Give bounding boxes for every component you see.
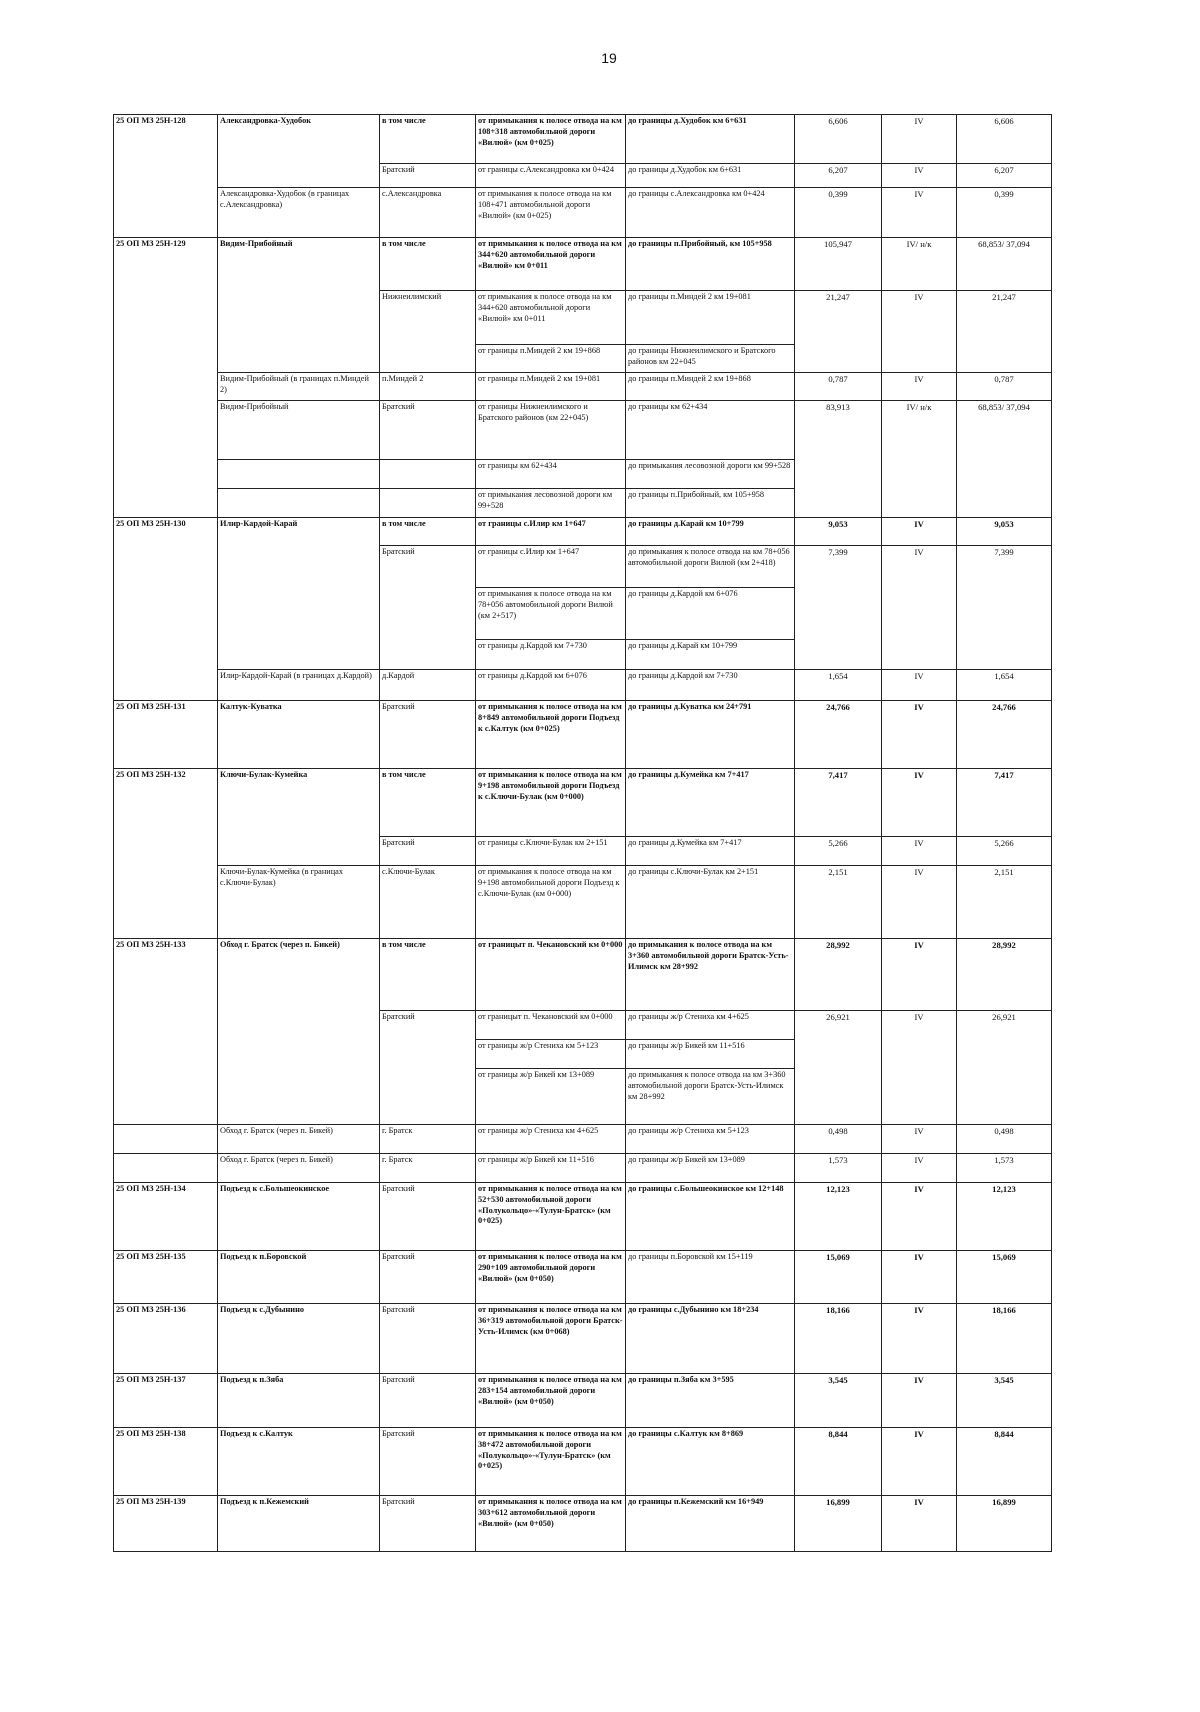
district: Братский	[380, 701, 476, 769]
segment-end: до границы с.Большеокинское км 12+148	[626, 1183, 795, 1251]
length-surface: 1,573	[957, 1154, 1052, 1183]
road-registry-table	[113, 114, 1052, 1552]
segment-start: от примыкания к полосе отвода на км 344+620 автомобильной дороги «Вилюй» км 0+011	[476, 238, 626, 291]
table-row	[114, 939, 1052, 1011]
length-km: 1,654	[795, 670, 882, 701]
length-km: 0,787	[795, 373, 882, 401]
segment-end: до границы д.Кумейка км 7+417	[626, 837, 795, 866]
road-name: Видим-Прибойный (в границах п.Миндей 2)	[218, 373, 380, 401]
district: п.Миндей 2	[380, 373, 476, 401]
segment-end: до границы с.Дубынино км 18+234	[626, 1304, 795, 1374]
road-category: IV	[882, 1154, 957, 1183]
segment-end: до границы п.Зяба км 3+595	[626, 1374, 795, 1428]
road-name: Видим-Прибойный	[218, 238, 380, 373]
length-surface: 2,151	[957, 866, 1052, 939]
district: Братский	[380, 1496, 476, 1552]
road-category: IV	[882, 1374, 957, 1428]
segment-start: от границы д.Кардой км 7+730	[476, 640, 626, 670]
road-name: Подъезд к п.Кежемский	[218, 1496, 380, 1552]
length-surface: 18,166	[957, 1304, 1052, 1374]
length-surface: 0,399	[957, 188, 1052, 238]
length-km: 2,151	[795, 866, 882, 939]
segment-start: от примыкания к полосе отвода на км 290+109 автомобильной дороги «Вилюй» (км 0+050)	[476, 1251, 626, 1304]
segment-start: от примыкания к полосе отвода на км 38+472 автомобильной дороги «Полукольцо»-«Тулун-Братск» (км 0+025)	[476, 1428, 626, 1496]
road-category: IV	[882, 1304, 957, 1374]
road-name: Ключи-Булак-Кумейка	[218, 769, 380, 866]
code-empty	[114, 1154, 218, 1183]
district: Нижнеилимский	[380, 291, 476, 373]
length-surface: 6,606	[957, 115, 1052, 164]
district: Братский	[380, 1011, 476, 1125]
segment-start: от примыкания к полосе отвода на км 108+318 автомобильной дороги «Вилюй» (км 0+025)	[476, 115, 626, 164]
segment-end: до границы Нижнеилимского и Братского районов км 22+045	[626, 345, 795, 373]
road-category: IV	[882, 1125, 957, 1154]
segment-end: до границы д.Куватка км 24+791	[626, 701, 795, 769]
road-code: 25 ОП МЗ 25Н-130	[114, 518, 218, 701]
road-name: Александровка-Худобок	[218, 115, 380, 188]
table-row	[114, 1304, 1052, 1374]
road-name: Обход г. Братск (через п. Бикей)	[218, 939, 380, 1125]
district: Братский	[380, 837, 476, 866]
district: Братский	[380, 1304, 476, 1374]
table-row	[114, 769, 1052, 837]
road-code: 25 ОП МЗ 25Н-133	[114, 939, 218, 1125]
district: в том числе	[380, 518, 476, 546]
length-km: 105,947	[795, 238, 882, 291]
length-surface: 9,053	[957, 518, 1052, 546]
district: Братский	[380, 546, 476, 670]
segment-end: до границы ж/р Бикей км 13+089	[626, 1154, 795, 1183]
segment-end: до границы п.Миндей 2 км 19+081	[626, 291, 795, 345]
length-surface: 8,844	[957, 1428, 1052, 1496]
district: г. Братск	[380, 1154, 476, 1183]
table-row	[114, 1251, 1052, 1304]
district-empty	[380, 460, 476, 489]
road-category: IV	[882, 670, 957, 701]
table-row	[114, 1374, 1052, 1428]
segment-start: от примыкания к полосе отвода на км 36+319 автомобильной дороги Братск-Усть-Илимск (км 0+068)	[476, 1304, 626, 1374]
segment-end: до границы д.Худобок км 6+631	[626, 115, 795, 164]
length-km: 7,417	[795, 769, 882, 837]
district: в том числе	[380, 769, 476, 837]
road-code: 25 ОП МЗ 25Н-129	[114, 238, 218, 518]
table-row	[114, 188, 1052, 238]
road-name: Обход г. Братск (через п. Бикей)	[218, 1154, 380, 1183]
road-category: IV	[882, 1496, 957, 1552]
road-category: IV	[882, 1428, 957, 1496]
road-category: IV	[882, 373, 957, 401]
segment-start: от границы д.Кардой км 6+076	[476, 670, 626, 701]
code-empty	[114, 1125, 218, 1154]
road-code: 25 ОП МЗ 25Н-128	[114, 115, 218, 238]
length-km: 18,166	[795, 1304, 882, 1374]
district: с.Александровка	[380, 188, 476, 238]
segment-end: до границы д.Кардой км 6+076	[626, 588, 795, 640]
table-row	[114, 1125, 1052, 1154]
length-surface: 5,266	[957, 837, 1052, 866]
district: д.Кардой	[380, 670, 476, 701]
segment-end: до границы д.Худобок км 6+631	[626, 164, 795, 188]
length-km: 15,069	[795, 1251, 882, 1304]
road-code: 25 ОП МЗ 25Н-134	[114, 1183, 218, 1251]
road-category: IV	[882, 546, 957, 670]
length-km: 9,053	[795, 518, 882, 546]
district: г. Братск	[380, 1125, 476, 1154]
road-code: 25 ОП МЗ 25Н-137	[114, 1374, 218, 1428]
table-row	[114, 115, 1052, 164]
table-row	[114, 701, 1052, 769]
segment-start: от границыт п. Чекановский км 0+000	[476, 1011, 626, 1040]
road-name: Подъезд к п.Боровской	[218, 1251, 380, 1304]
segment-end: до границы с.Александровка км 0+424	[626, 188, 795, 238]
length-km: 28,992	[795, 939, 882, 1011]
road-category: IV/ н/к	[882, 401, 957, 518]
road-name: Подъезд к с.Большеокинское	[218, 1183, 380, 1251]
road-category: IV	[882, 701, 957, 769]
length-surface: 6,207	[957, 164, 1052, 188]
segment-end: до границы с.Калтук км 8+869	[626, 1428, 795, 1496]
segment-end: до границы ж/р Стениха км 4+625	[626, 1011, 795, 1040]
road-code: 25 ОП МЗ 25Н-138	[114, 1428, 218, 1496]
road-category: IV	[882, 1011, 957, 1125]
segment-start: от примыкания к полосе отвода на км 303+612 автомобильной дороги «Вилюй» (км 0+050)	[476, 1496, 626, 1552]
segment-end: до границы п.Прибойный, км 105+958	[626, 489, 795, 518]
district: Братский	[380, 1251, 476, 1304]
road-name: Подъезд к с.Дубынино	[218, 1304, 380, 1374]
road-name: Александровка-Худобок (в границах с.Александровка)	[218, 188, 380, 238]
length-surface: 3,545	[957, 1374, 1052, 1428]
length-km: 0,399	[795, 188, 882, 238]
length-km: 3,545	[795, 1374, 882, 1428]
segment-start: от примыкания к полосе отвода на км 9+198 автомобильной дороги Подъезд к с.Ключи-Булак (км 0+000)	[476, 769, 626, 837]
road-name: Ключи-Булак-Кумейка (в границах с.Ключи-Булак)	[218, 866, 380, 939]
district: в том числе	[380, 939, 476, 1011]
district: Братский	[380, 1374, 476, 1428]
segment-end: до границы п.Миндей 2 км 19+868	[626, 373, 795, 401]
road-name: Видим-Прибойный	[218, 401, 380, 460]
length-km: 26,921	[795, 1011, 882, 1125]
segment-start: от примыкания к полосе отвода на км 9+198 автомобильной дороги Подъезд к с.Ключи-Булак (км 0+000)	[476, 866, 626, 939]
road-name: Подъезд к п.Зяба	[218, 1374, 380, 1428]
segment-start: от границы км 62+434	[476, 460, 626, 489]
segment-end: до примыкания к полосе отвода на км 3+360 автомобильной дороги Братск-Усть-Илимск км 28+992	[626, 939, 795, 1011]
segment-end: до границы ж/р Стениха км 5+123	[626, 1125, 795, 1154]
length-surface: 15,069	[957, 1251, 1052, 1304]
length-surface: 1,654	[957, 670, 1052, 701]
length-surface: 0,498	[957, 1125, 1052, 1154]
segment-start: от границы Нижнеилимского и Братского районов (км 22+045)	[476, 401, 626, 460]
district: Братский	[380, 1183, 476, 1251]
segment-end: до границы п.Прибойный, км 105+958	[626, 238, 795, 291]
length-surface: 21,247	[957, 291, 1052, 373]
length-surface: 68,853/ 37,094	[957, 238, 1052, 291]
segment-start: от границы с.Илир км 1+647	[476, 518, 626, 546]
road-category: IV	[882, 837, 957, 866]
segment-start: от границы с.Илир км 1+647	[476, 546, 626, 588]
road-name: Илир-Кардой-Карай (в границах д.Кардой)	[218, 670, 380, 701]
table-row	[114, 1183, 1052, 1251]
road-category: IV	[882, 1251, 957, 1304]
road-category: IV	[882, 1183, 957, 1251]
road-code: 25 ОП МЗ 25Н-136	[114, 1304, 218, 1374]
segment-end: до границы п.Кежемский км 16+949	[626, 1496, 795, 1552]
road-name: Илир-Кардой-Карай	[218, 518, 380, 670]
table-row	[114, 518, 1052, 546]
length-surface: 16,899	[957, 1496, 1052, 1552]
table-row	[114, 866, 1052, 939]
segment-end: до границы д.Кумейка км 7+417	[626, 769, 795, 837]
segment-end: до примыкания лесовозной дороги км 99+528	[626, 460, 795, 489]
segment-start: от границы с.Александровка км 0+424	[476, 164, 626, 188]
length-km: 6,606	[795, 115, 882, 164]
length-surface: 24,766	[957, 701, 1052, 769]
table-row	[114, 1428, 1052, 1496]
length-km: 7,399	[795, 546, 882, 670]
road-name: Подъезд к с.Калтук	[218, 1428, 380, 1496]
segment-start: от примыкания к полосе отвода на км 8+849 автомобильной дороги Подъезд к с.Калтук (км 0+025)	[476, 701, 626, 769]
table-row	[114, 1496, 1052, 1552]
segment-start: от границыт п. Чекановский км 0+000	[476, 939, 626, 1011]
length-km: 24,766	[795, 701, 882, 769]
district: Братский	[380, 164, 476, 188]
road-category: IV	[882, 939, 957, 1011]
table-row	[114, 670, 1052, 701]
length-km: 6,207	[795, 164, 882, 188]
length-surface: 7,417	[957, 769, 1052, 837]
segment-end: до примыкания к полосе отвода на км 78+056 автомобильной дороги Вилюй (км 2+418)	[626, 546, 795, 588]
road-code: 25 ОП МЗ 25Н-132	[114, 769, 218, 939]
road-category: IV	[882, 291, 957, 373]
table-row	[114, 401, 1052, 460]
road-category: IV	[882, 115, 957, 164]
road-category: IV	[882, 518, 957, 546]
district: в том числе	[380, 115, 476, 164]
segment-start: от границы ж/р Стениха км 4+625	[476, 1125, 626, 1154]
district: с.Ключи-Булак	[380, 866, 476, 939]
segment-end: до границы д.Кардой км 7+730	[626, 670, 795, 701]
road-name-empty	[218, 460, 380, 489]
length-surface: 68,853/ 37,094	[957, 401, 1052, 518]
district: в том числе	[380, 238, 476, 291]
segment-start: от примыкания к полосе отвода на км 108+471 автомобильной дороги «Вилюй» (км 0+025)	[476, 188, 626, 238]
road-category: IV	[882, 164, 957, 188]
length-surface: 0,787	[957, 373, 1052, 401]
segment-start: от примыкания к полосе отвода на км 52+530 автомобильной дороги «Полукольцо»-«Тулун-Братск» (км 0+025)	[476, 1183, 626, 1251]
length-km: 21,247	[795, 291, 882, 373]
segment-end: до границы д.Карай км 10+799	[626, 518, 795, 546]
segment-start: от границы п.Миндей 2 км 19+081	[476, 373, 626, 401]
length-km: 0,498	[795, 1125, 882, 1154]
segment-start: от примыкания к полосе отвода на км 283+154 автомобильной дороги «Вилюй» (км 0+050)	[476, 1374, 626, 1428]
road-name: Калтук-Куватка	[218, 701, 380, 769]
segment-end: до границы д.Карай км 10+799	[626, 640, 795, 670]
segment-start: от границы ж/р Бикей км 13+089	[476, 1069, 626, 1125]
length-km: 16,899	[795, 1496, 882, 1552]
segment-end: до границы км 62+434	[626, 401, 795, 460]
segment-start: от границы с.Ключи-Булак км 2+151	[476, 837, 626, 866]
length-surface: 28,992	[957, 939, 1052, 1011]
length-km: 5,266	[795, 837, 882, 866]
table-row	[114, 1154, 1052, 1183]
length-km: 83,913	[795, 401, 882, 518]
segment-start: от границы п.Миндей 2 км 19+868	[476, 345, 626, 373]
road-category: IV	[882, 866, 957, 939]
length-surface: 12,123	[957, 1183, 1052, 1251]
road-code: 25 ОП МЗ 25Н-135	[114, 1251, 218, 1304]
segment-end: до границы с.Ключи-Булак км 2+151	[626, 866, 795, 939]
table-row	[114, 238, 1052, 291]
length-surface: 26,921	[957, 1011, 1052, 1125]
segment-end: до примыкания к полосе отвода на км 3+360 автомобильной дороги Братск-Усть-Илимск км 28+992	[626, 1069, 795, 1125]
segment-end: до границы ж/р Бикей км 11+516	[626, 1040, 795, 1069]
page-number: 19	[601, 50, 617, 66]
district-empty	[380, 489, 476, 518]
segment-start: от примыкания к полосе отвода на км 344+620 автомобильной дороги «Вилюй» км 0+011	[476, 291, 626, 345]
district: Братский	[380, 1428, 476, 1496]
road-category: IV/ н/к	[882, 238, 957, 291]
road-code: 25 ОП МЗ 25Н-131	[114, 701, 218, 769]
table-row	[114, 373, 1052, 401]
road-category: IV	[882, 769, 957, 837]
segment-start: от границы ж/р Стениха км 5+123	[476, 1040, 626, 1069]
length-km: 1,573	[795, 1154, 882, 1183]
road-category: IV	[882, 188, 957, 238]
length-km: 8,844	[795, 1428, 882, 1496]
segment-start: от примыкания лесовозной дороги км 99+528	[476, 489, 626, 518]
road-name-empty	[218, 489, 380, 518]
length-km: 12,123	[795, 1183, 882, 1251]
district: Братский	[380, 401, 476, 460]
road-name: Обход г. Братск (через п. Бикей)	[218, 1125, 380, 1154]
length-surface: 7,399	[957, 546, 1052, 670]
road-code: 25 ОП МЗ 25Н-139	[114, 1496, 218, 1552]
segment-start: от границы ж/р Бикей км 11+516	[476, 1154, 626, 1183]
segment-end: до границы п.Боровской км 15+119	[626, 1251, 795, 1304]
segment-start: от примыкания к полосе отвода на км 78+056 автомобильной дороги Вилюй (км 2+517)	[476, 588, 626, 640]
